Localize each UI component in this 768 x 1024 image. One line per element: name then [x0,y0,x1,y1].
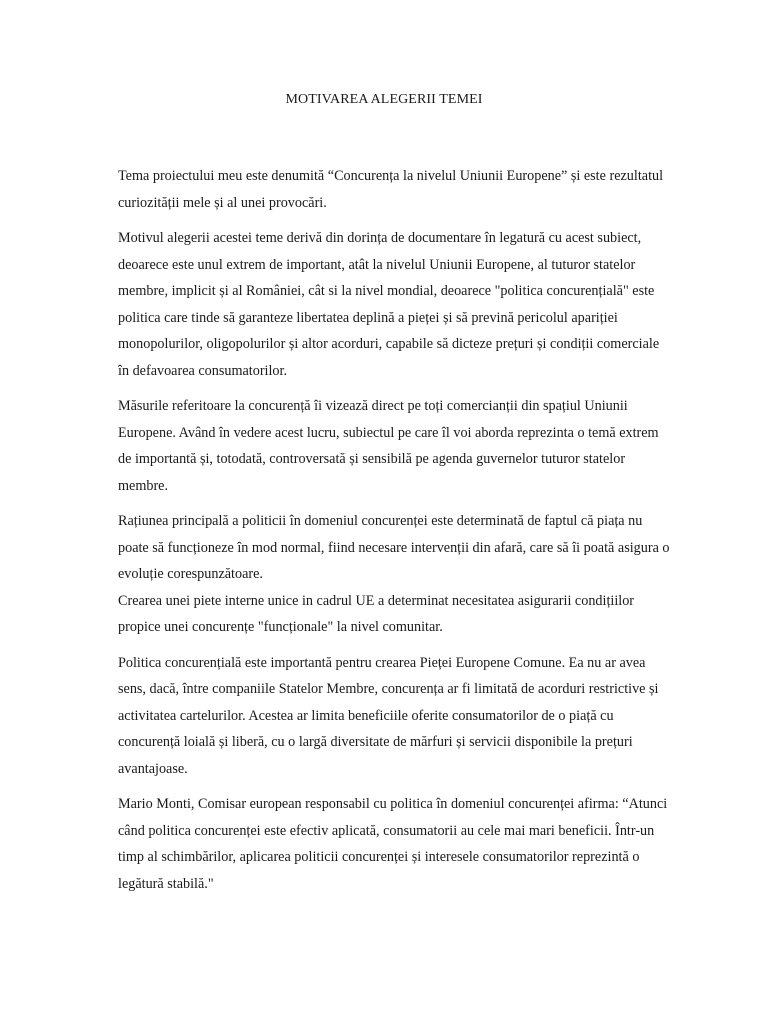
text-line: de importantă și, totodată, controversată și sensibilă pe agenda guvernelor tuturor statelor [118,451,626,467]
text-line: Mario Monti, Comisar european responsabil cu politica în domeniul concurenței afirma: “Atunci [118,796,668,812]
text-line: membre, implicit și al României, cât si la nivel mondial, deoarece "politica concurențială" este [118,283,655,299]
text-line: Rațiunea principală a politicii în domeniul concurenței este determinată de faptul că piața nu [118,513,643,529]
text-line: monopolurilor, oligopolurilor și altor acorduri, capabile să dicteze prețuri și condiții comerciale [118,336,660,352]
document-body [118,163,678,906]
text-line: poate să funcționeze în mod normal, fiind necesare intervenții din afară, care să îi poată asigura o [118,539,670,556]
text-line: timp al schimbărilor, aplicarea politicii concurenței și interesele consumatorilor reprezintă o [118,849,640,865]
text-line: Motivul alegerii acestei teme derivă din dorința de documentare în legatură cu acest subiect, [118,230,642,246]
text-line: activitatea cartelurilor. Acestea ar limita beneficiile oferite consumatorilor de o piață cu [118,707,614,724]
text-line: Tema proiectului meu este denumită “Concurența la nivelul Uniunii Europene” și este rezultatul [118,168,664,184]
text-line: concurență loială și liberă, cu o largă diversitate de mărfuri și servicii disponibile la prețuri [118,734,633,750]
paragraph-quote [118,791,678,897]
text-line: curiozității mele și al unei provocări. [118,194,327,211]
text-line: membre. [118,477,169,494]
document-title: MOTIVAREA ALEGERII TEMEI [285,92,483,107]
text-line: avantajoase. [118,760,188,777]
text-line: propice unei concurențe "funcționale" la nivel comunitar. [118,619,443,635]
text-line: deoarece este unul extrem de important, atât la nivelul Uniunii Europene, al tuturor statelor [118,256,636,273]
paragraph-motive [118,225,678,384]
paragraph-policy [118,650,678,783]
text-line: Măsurile referitoare la concurență îi vizează direct pe toți comercianții din spațiul Uniunii [118,398,628,414]
text-line: în defavoarea consumatorilor. [118,362,288,379]
text-line: politica care tinde să garanteze libertatea deplină a pieței și să prevină pericolul apariției [118,309,618,326]
text-line: evoluție corespunzătoare. [118,566,263,582]
text-line: Politica concurențială este importantă pentru crearea Pieței Europene Comune. Ea nu ar avea [118,654,646,671]
text-line: Europene. Având în vedere acest lucru, subiectul pe care îl voi aborda reprezinta o temă extrem [118,424,659,441]
text-line: legătură stabilă." [118,875,214,892]
text-line: Crearea unei piete interne unice in cadrul UE a determinat necesitatea asigurarii condițiilor [118,592,635,609]
text-line: când politica concurenței este efectiv aplicată, consumatorii au cele mai mari beneficii. Într-un [118,822,655,839]
paragraph-intro [118,163,678,216]
paragraph-rationale [118,508,678,641]
paragraph-measures [118,393,678,499]
text-line: sens, dacă, între companiile Statelor Membre, concurența ar fi limitată de acorduri restrictive și [118,681,659,697]
